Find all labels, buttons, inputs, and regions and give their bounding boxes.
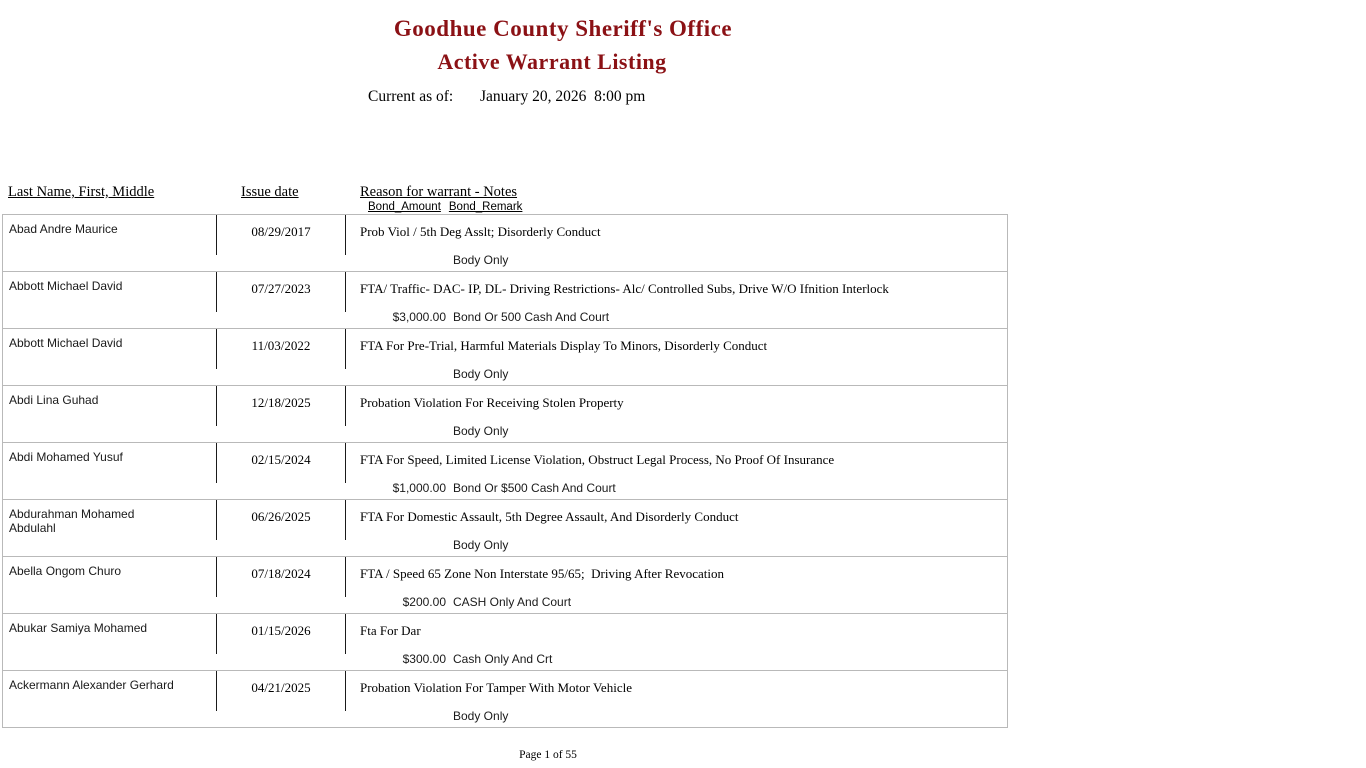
report-subtitle: Active Warrant Listing [437, 49, 667, 74]
warrant-name: Abukar Samiya Mohamed [9, 621, 148, 635]
warrant-bond-amount: $3,000.00 [392, 310, 446, 324]
warrant-reason: FTA / Speed 65 Zone Non Interstate 95/65; Driving After Revocation [360, 566, 724, 581]
current-as-of-label: Current as of: [368, 88, 454, 105]
warrant-reason: FTA/ Traffic- DAC- IP, DL- Driving Restrictions- Alc/ Controlled Subs, Drive W/O Ifnition Interlock [360, 281, 889, 296]
warrant-reason: FTA For Domestic Assault, 5th Degree Assault, And Disorderly Conduct [360, 509, 739, 524]
warrant-bond-amount: $1,000.00 [392, 481, 446, 495]
column-header-bond-remark: Bond_Remark [448, 201, 523, 213]
warrant-bond-remark: Body Only [453, 538, 509, 552]
warrant-issue-date: 02/15/2024 [251, 452, 311, 467]
table-row [3, 272, 1007, 329]
warrant-reason: FTA For Pre-Trial, Harmful Materials Display To Minors, Disorderly Conduct [360, 338, 768, 353]
warrant-name: Abad Andre Maurice [9, 222, 118, 236]
table-row [3, 329, 1007, 386]
table-row [3, 557, 1007, 614]
warrant-bond-amount: $200.00 [402, 595, 446, 609]
warrant-bond-amount: $300.00 [402, 652, 446, 666]
column-header-bond-amount: Bond_Amount [368, 201, 441, 213]
warrant-reason: Probation Violation For Receiving Stolen Property [360, 395, 624, 410]
warrant-issue-date: 11/03/2022 [251, 338, 311, 353]
column-header-name: Last Name, First, Middle [8, 184, 155, 200]
table-row [3, 215, 1007, 272]
warrant-reason: Probation Violation For Tamper With Motor Vehicle [360, 680, 632, 695]
column-subheader-bond [368, 201, 522, 213]
warrant-name: Abbott Michael David [9, 336, 123, 350]
warrant-bond-remark: CASH Only And Court [453, 595, 572, 609]
warrant-bond-remark: Cash Only And Crt [453, 652, 553, 666]
warrant-bond-remark: Bond Or $500 Cash And Court [453, 481, 616, 495]
column-header-reason: Reason for warrant - Notes [360, 184, 518, 200]
column-header-issue-date: Issue date [241, 184, 299, 200]
table-row [3, 386, 1007, 443]
warrant-issue-date: 04/21/2025 [251, 680, 311, 695]
warrant-issue-date: 07/27/2023 [251, 281, 311, 296]
warrant-bond-remark: Body Only [453, 424, 509, 438]
warrant-bond-remark: Body Only [453, 367, 509, 381]
table-row [3, 443, 1007, 500]
warrant-issue-date: 06/26/2025 [251, 509, 311, 524]
warrant-bond-remark: Body Only [453, 253, 509, 267]
warrant-reason: Fta For Dar [360, 623, 421, 638]
warrant-name: Abella Ongom Churo [9, 564, 122, 578]
warrant-name: Abdi Mohamed Yusuf [9, 450, 123, 464]
warrant-bond-remark: Body Only [453, 709, 509, 723]
warrant-name: Ackermann Alexander Gerhard [9, 678, 174, 692]
warrant-name: Abdurahman Mohamed Abdulahl [9, 507, 135, 535]
warrant-table [2, 214, 1008, 728]
table-row [3, 614, 1007, 671]
table-row [3, 671, 1007, 728]
warrant-issue-date: 08/29/2017 [251, 224, 311, 239]
warrant-reason: FTA For Speed, Limited License Violation, Obstruct Legal Process, No Proof Of Insurance [360, 452, 835, 467]
page-number: Page 1 of 55 [519, 749, 577, 761]
table-row [3, 500, 1007, 557]
current-as-of-value: January 20, 2026 8:00 pm [480, 88, 646, 105]
warrant-bond-remark: Bond Or 500 Cash And Court [453, 310, 610, 324]
warrant-name: Abbott Michael David [9, 279, 123, 293]
warrant-issue-date: 01/15/2026 [251, 623, 311, 638]
warrant-name: Abdi Lina Guhad [9, 393, 99, 407]
warrant-issue-date: 12/18/2025 [251, 395, 311, 410]
report-title: Goodhue County Sheriff's Office [393, 16, 733, 41]
warrant-reason: Prob Viol / 5th Deg Asslt; Disorderly Conduct [360, 224, 601, 239]
warrant-issue-date: 07/18/2024 [251, 566, 311, 581]
